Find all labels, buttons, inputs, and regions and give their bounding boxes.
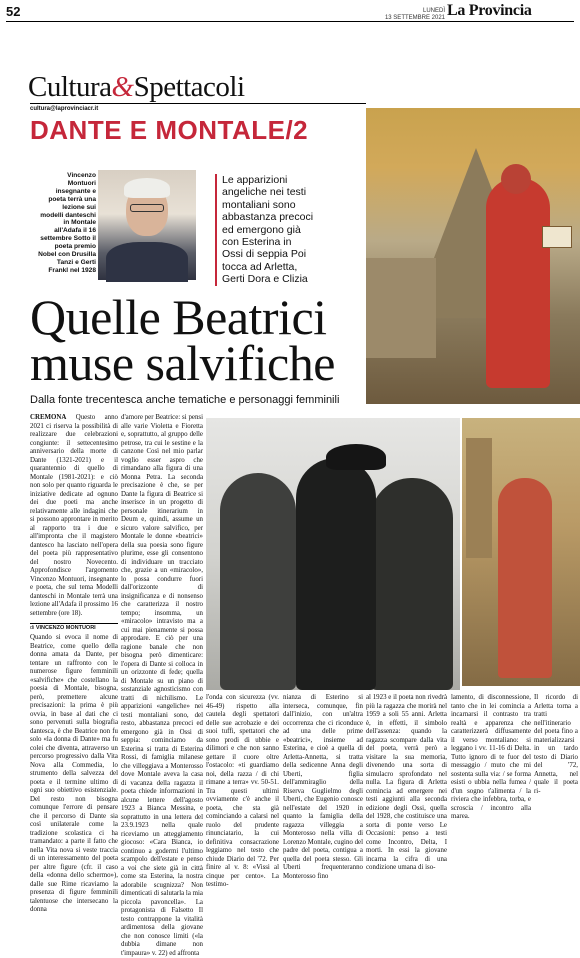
article-column-4	[283, 694, 363, 880]
page-number: 52	[6, 4, 21, 19]
historical-photo-montale	[206, 418, 460, 690]
top-divider	[6, 21, 574, 22]
article-kicker: DANTE E MONTALE/2	[30, 115, 309, 145]
article-column-6	[451, 694, 531, 840]
portrait-glasses	[130, 204, 164, 212]
column-3-body: l'onda con sicurezza (vv. 46-49) rispetto alla cautela degli spettatori delle sue acrobazie e dei suoi tuffi, spettatori che sono prodi di ubbie e dilimori e che non sanno gettare il cuore oltre l'ostacolo: «ti guardiamo noi, della razza / di chi rimane a terra» vv. 50-51. Tra questi ultimi ovviamente c'è anche il poeta, che sta già cominciando a calarsi nel ruolo del prudente rinunciatario, la cui definitiva consacrazione leggiamo nel testo che chiude Diario del '72. Per finire al v. 8: «Vissi al cinque per cento». La testimo-	[206, 694, 279, 888]
issue-full-date: 13 SETTEMBRE 2021	[384, 15, 445, 21]
painting-dante-figure	[486, 178, 550, 388]
section-title-right: Spettacoli	[133, 71, 245, 103]
byline-author: VINCENZO MONTUORI	[35, 625, 96, 631]
portrait-hair	[124, 178, 170, 198]
beatrice-painting	[462, 418, 580, 686]
subheadline: Dalla fonte trecentesca anche tematiche e personaggi femminili	[30, 394, 340, 406]
painting-dante-head	[501, 164, 531, 194]
pull-quote: Le apparizioni angeliche nei testi montaliani sono abbastanza precoci ed emergono già con Esterina in Ossi di seppia Poi tocca ad Arletta, Gerti Dora e Clizia	[215, 174, 315, 286]
photo-hat	[326, 444, 386, 470]
article-column-3	[206, 694, 279, 888]
section-title-amp: &	[111, 71, 134, 103]
painting-tower	[466, 438, 492, 558]
section-email[interactable]: cultura@laprovinciacr.it	[30, 103, 366, 112]
article-lead	[30, 414, 118, 618]
byline	[30, 623, 118, 631]
column-7-body: Il ricordo di Arletta torna a tratti nell'itinerario del poeta fino a materializzarsi in un tardo testo di Diario del '72, Annetta, nel quale il poeta ri-	[534, 694, 578, 795]
section-title-left: Cultura	[28, 71, 112, 103]
column-1-body: Quando si evoca il nome di Beatrice, come quello della donna amata da Dante, per tentare un raffronto con le numerose figure femminili «salvifiche» che costellano la poesia di Montale, bisogna, però, premettere alcune precisazioni: la prima è più ovvia, in base al dati che ci sono pervenuti sulla biografia dantesca, è che Beatrice non fu solo «la donna di Dante» ma fu colei che diventa, attraverso un percorso progressivo dalla Vita Nova alla Commedia, lo strumento della salvezza del poeta e il termine ultimo di ogni suo obiettivo esistenziale. Del resto non bisogna comunque l'errore di pensare che il percorso di Dante sia così unilaterale come la tradizione scolastica ci ha tramandato: a parte il fatto che nella Vita nova si veste traccia di un interessamento del poeta per altre figure (cfr. il caso della «donna dello schermo»), dalle sue Rime ricaviamo la presenza di figure femminili talentuose che intersecano la donna	[30, 634, 118, 913]
author-portrait	[98, 170, 196, 280]
dante-painting	[366, 108, 580, 404]
byline-prefix: di	[30, 625, 35, 631]
painting-book	[542, 226, 572, 248]
article-column-5	[366, 694, 447, 871]
article-column-2	[121, 414, 203, 957]
column-4-body: nianza di Esterino si interseca, comunque, fin dall'inizio, con un'altra occorrenza che ci riconduce ad una delle prime «beatrici», insieme ad Esterina, e cioè a quella di Arletta-Annetta, si tratta della sedicenne Anna degli Uberti, figlia dell'ammiraglio della Riserva Guglielmo degli Uberti, che Eugenio conosce nell'estate del 1920 in quanto la famiglia della ragazza villeggia a Monterosso nella villa di Lorenzo Montale, cugino del padre del poeta, contigua a quella del poeta stesso. Gli Uberti frequenteranno Monterosso fino	[283, 694, 363, 880]
painting-beatrice-figure	[498, 478, 552, 678]
lead-text: Questo anno 2021 ci riserva la possibilità di realizzare due celebrazioni congiunte: il settecentesimo anniversario della morte di Dante (1321-2021) e il quarantennio di quello di Montale (1981-2021): e ciò non solo per quanto riguarda le iniziative dedicate ad ognuno dei due poeti ma anche relativamente alle indagini che si possono approntare in merito al rapporto tra i due e all'impronta che il magistero dantesco ha lasciato nell'opera del poeta più rappresentativo del nostro Novecento. Approfondisce l'argomento Vincenzo Montuori, insegnante e poeta, che sul tema Modelli danteschi in Montale terrà una lezione all'Adafa il prossimo 16 settembre (ore 18).	[30, 414, 118, 617]
painting-city	[366, 258, 436, 358]
photo-person-left	[220, 473, 296, 690]
column-5-body: al 1923 e il poeta non rivedrà più la ragazza che morirà nel 1959 a soli 55 anni. Arletta è, in effetti, il simbolo dell'assenza: quando la ragazza scompare dalla vita del poeta, verrà però a visitare la sua memoria, divenendo una sorta di simulacro sprofondato nel nulla. La figura di Arletta comincia ad emergere nei testi aggiunti alla seconda edizione degli Ossi, quella del 1928, che costituisce una sorta di ponte verso Le Occasioni: penso a testi come Incontro, Delta, I morti. In essi la giovane incarna la cifra di una condizione umana di iso-	[366, 694, 447, 871]
headline-line-2: muse salvifiche	[30, 335, 335, 391]
article-column-7	[534, 694, 578, 840]
portrait-suit	[106, 242, 188, 282]
photo-person-center	[296, 458, 376, 690]
headline	[30, 289, 370, 391]
section-title	[28, 71, 245, 104]
masthead-logo: La Provincia	[447, 2, 532, 19]
issue-day: LUNEDÌ	[422, 8, 445, 14]
column-6-body: lamento, di disconnessione, tanto che in lei comincia a incarnarsi il contrasto tra realtà e apparenza che caratterizzerà diffusamente il verso montaliano: si leggano i vv. 11-16 di Delta. Tutto ignoro di te fuor del messaggio / muto che mi sostenta sulla via: / se forma esisti o ubbia nella fumea / d'un sogno t'alimenta / la riviera che infebbra, torba, e scroscia / incontro alla marea.	[451, 694, 531, 820]
headline-line-1: Quelle Beatrici	[30, 289, 327, 345]
article-column-1	[30, 414, 118, 913]
lead-place: CREMONA	[30, 414, 67, 421]
photo-caption: Vincenzo Montuori insegnante e poeta terrà una lezione sui modelli danteschi in Montale all'Adafa il 16 settembre Sotto il poeta premio Nobel con Drusilla Tanzi e Gerti Frankl nel 1928	[38, 172, 96, 274]
issue-date	[355, 8, 445, 22]
column-2-body: d'amore per Beatrice: si pensi alle varie Violetta e Fioretta e, soprattutto, al gruppo delle petrose, tra cui le sestine e la canzone Così nel mio parlar voglio esser aspro che rimandano alla figura di una Monna Petra. La seconda precisazione è che, se per Dante la figura di Beatrice si inserisce in un progetto di personale itinerarium in Deum e, quindi, assume un sicuro valore salvifico, per Montale le donne «beatrici» della sua poesia sono figure plurime, esse gli consentono di individuare un tracciato che, grazie a un «miracolo», lo possa condurre fuori dall'orizzonte di insignificanza e di nonsenso che caratterizza il nostro tempo; insomma, un «miracolo» intravisto ma a cui mai pienamente si possa approdare. E ciò per una ragione banale che non bisogna però dimenticare: l'opera di Dante si colloca in un orizzonte di fede; quella di Montale su un piano di sostanziale agnosticismo con tratti di nichilismo. Le apparizioni «angeliche» nei testi montaliani sono, del resto, abbastanza precoci ed emergono già in Ossi di seppia: cominciamo da Esterina si tratta di Esterina Rossi, di famiglia milanese che villeggiava a Monterosso dove Montale aveva la casa di vacanza della ragazza il poeta chiede informazioni in alcune lettere dell'agosto 1923 a Bianca Messina, e soprattutto in una lettera del 23.9.1923 nella quale riceviamo un atteggiamento giocoso: «Cara Bianca, io continuo a godermi l'ultimo scampolo dell'estate e penso a voi che siete già in città come sta Esterina, la nostra adorabile scugnizza? Non dimenticati di salutarla la mia piccola pavoncella». La protagonista di Falsetto Il testo contrappone la vitalità ardimentosa della giovane che non conosce limiti («la dubbia dimane non t'impaura» v. 22) ed affronta	[121, 414, 203, 957]
photo-person-right	[371, 478, 453, 690]
